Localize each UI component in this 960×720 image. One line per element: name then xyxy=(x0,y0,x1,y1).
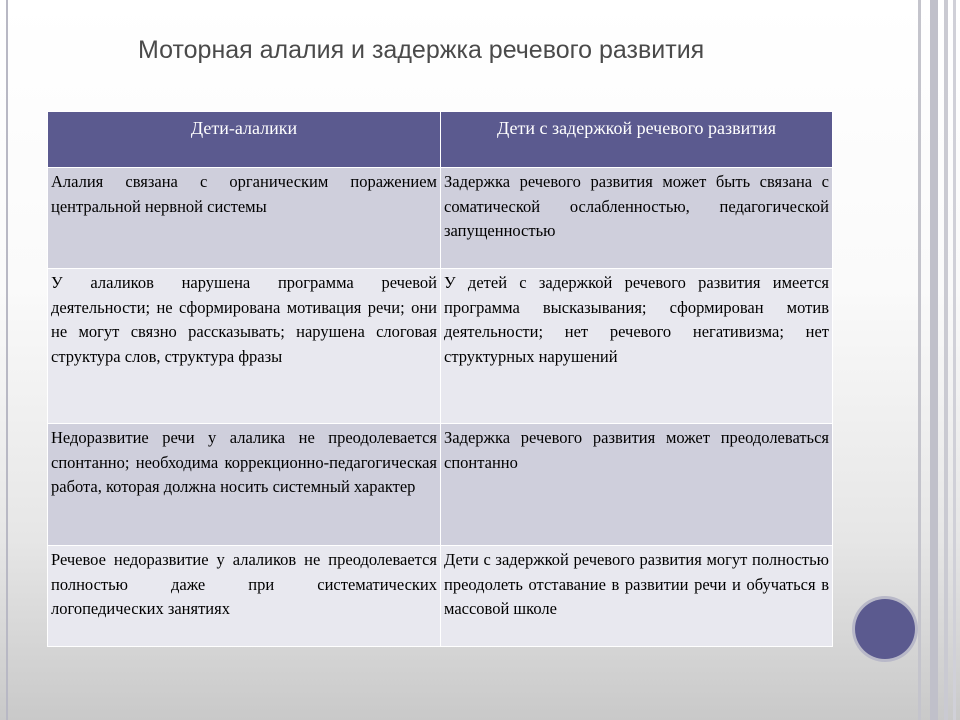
frame-line-right xyxy=(944,0,948,720)
table-cell: У детей с задержкой речевого развития имеется программа высказывания; сформирован мотив деятельности; нет речевого негативизма; нет структурных нарушений xyxy=(441,269,833,424)
table-header-row xyxy=(48,112,833,168)
table-cell: Дети с задержкой речевого развития могут полностью преодолеть отставание в развитии речи и обучаться в массовой школе xyxy=(441,546,833,647)
table-cell: Задержка речевого развития может преодолеваться спонтанно xyxy=(441,424,833,546)
header-alaliki: Дети-алалики xyxy=(48,112,441,168)
table-cell: У алаликов нарушена программа речевой деятельности; не сформирована мотивация речи; они не могут связно рассказывать; нарушена слоговая структура слов, структура фразы xyxy=(48,269,441,424)
table-row xyxy=(48,424,833,546)
frame-line-left xyxy=(6,0,8,720)
frame-line-right xyxy=(930,0,938,720)
slide-title: Моторная алалия и задержка речевого развития xyxy=(138,36,705,64)
table-cell: Речевое недоразвитие у алаликов не преодолевается полностью даже при систематических логопедических занятиях xyxy=(48,546,441,647)
header-zrr: Дети с задержкой речевого развития xyxy=(441,112,833,168)
table-cell: Задержка речевого развития может быть связана с соматической ослабленностью, педагогической запущенностью xyxy=(441,168,833,269)
frame-line-right xyxy=(953,0,956,720)
decorative-circle xyxy=(855,599,915,659)
table-cell: Алалия связана с органическим поражением центральной нервной системы xyxy=(48,168,441,269)
table-row xyxy=(48,269,833,424)
table-row xyxy=(48,168,833,269)
frame-line-right xyxy=(918,0,921,720)
comparison-table xyxy=(47,111,833,647)
table-cell: Недоразвитие речи у алалика не преодолевается спонтанно; необходима коррекционно-педагогическая работа, которая должна носить системный характер xyxy=(48,424,441,546)
table-row xyxy=(48,546,833,647)
